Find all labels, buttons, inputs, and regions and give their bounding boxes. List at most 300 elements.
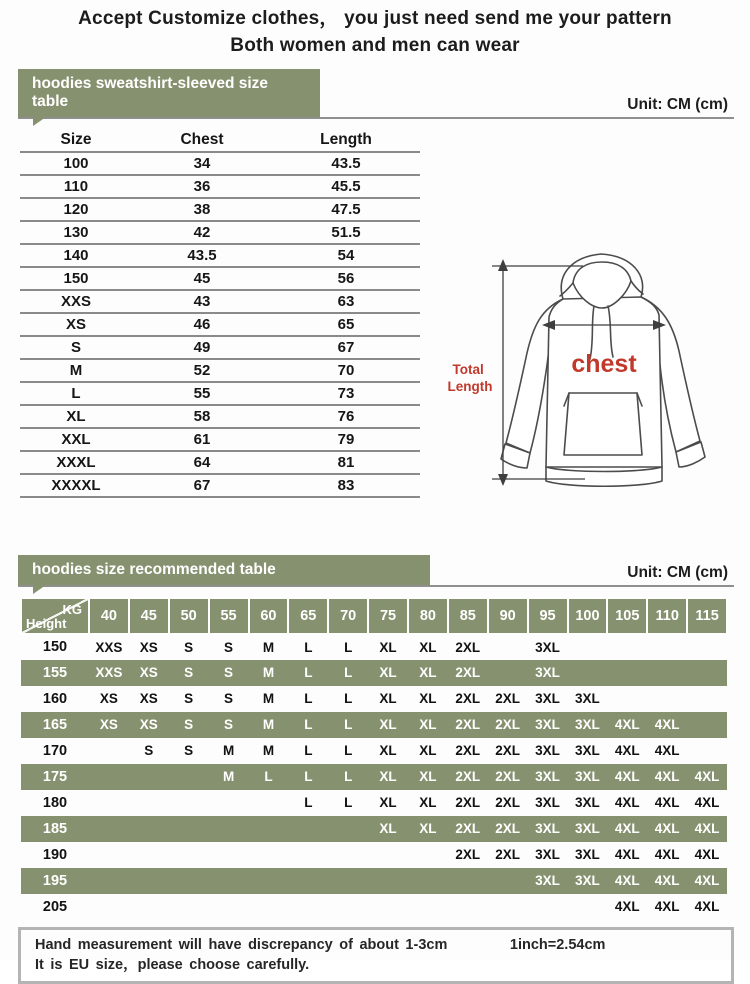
height-cell: 160 [42,690,68,707]
reco-cell [328,842,368,868]
weight-header-cell: 115 [687,598,727,634]
reco-cell [209,816,249,842]
weight-header-cell: 45 [129,598,169,634]
reco-row-185 [21,816,727,842]
size-table-cell: 45.5 [272,175,420,198]
reco-cell: S [169,712,209,738]
reco-cell [249,894,289,920]
size-table-header-row [20,129,420,152]
size-table-cell: 65 [272,313,420,336]
size-table-cell: 130 [20,221,132,244]
reco-cell: 3XL [575,691,600,707]
reco-cell: XL [419,639,437,655]
reco-cell: 4XL [614,743,640,759]
size-table-cell: 83 [272,474,420,497]
height-cell: 190 [42,846,68,863]
reco-cell: XL [368,816,408,842]
size-table-row [20,382,420,405]
reco-cell: 4XL [687,816,727,842]
reco-cell: 4XL [654,899,680,915]
footer-line1 [35,935,717,955]
top-note-line2: Both women and men can wear [230,34,520,56]
reco-cell: XS [99,691,118,707]
size-table-row [20,244,420,267]
reco-cell [89,790,129,816]
size-table-cell: 42 [132,221,272,244]
reco-cell: S [144,743,154,759]
reco-cell: S [184,691,194,707]
arrowhead-down [498,474,508,486]
reco-cell [209,894,249,920]
reco-cell: XL [419,743,437,759]
size-table-row [20,474,420,497]
size-table-cell: 34 [132,152,272,175]
height-cell: 175 [21,764,89,790]
reco-corner-cell [21,598,89,634]
section2-bar [18,555,734,587]
reco-row-175 [21,764,727,790]
section2-title-banner [18,555,430,585]
reco-cell [89,816,129,842]
reco-cell: 2XL [455,691,481,707]
weight-header-cell: 40 [89,598,129,634]
reco-row-150 [21,634,727,660]
reco-cell [687,738,727,764]
reco-cell: 3XL [535,743,560,759]
size-table-cell: XXL [20,428,132,451]
reco-cell: XL [419,795,437,811]
weight-header-cell: 90 [488,598,528,634]
reco-cell [249,868,289,894]
reco-cell: XXS [89,660,129,686]
size-table-cell: XXXL [20,451,132,474]
reco-cell [568,660,608,686]
reco-cell: 3XL [575,743,600,759]
hoodie-drawing [435,241,747,501]
height-cell: 195 [21,868,89,894]
reco-cell [328,894,368,920]
section1-bar [18,69,734,119]
reco-cell [129,816,169,842]
reco-cell: XS [139,639,158,655]
weight-header-cell: 80 [408,598,448,634]
size-table-cell: 76 [272,405,420,428]
reco-cell [568,894,608,920]
reco-cell: L [328,712,368,738]
reco-cell: 4XL [607,712,647,738]
reco-cell: 4XL [687,868,727,894]
reco-cell [169,764,209,790]
reco-cell: 4XL [607,868,647,894]
reco-cell: 3XL [568,816,608,842]
reco-cell [89,764,129,790]
reco-cell: 3XL [568,712,608,738]
reco-cell: L [344,639,353,655]
height-cell: 170 [42,742,68,759]
weight-header-cell: 85 [448,598,488,634]
reco-cell: 4XL [607,816,647,842]
reco-cell: 4XL [647,764,687,790]
reco-cell: S [169,660,209,686]
size-table-cell: 51.5 [272,221,420,244]
reco-cell [448,894,488,920]
size-table-row [20,198,420,221]
reco-cell: L [304,639,313,655]
reco-cell: 3XL [568,868,608,894]
size-table-cell: 43.5 [272,152,420,175]
weight-header-cell: 70 [328,598,368,634]
section2-unit-label: Unit: CM (cm) [627,563,728,581]
reco-cell: 3XL [575,795,600,811]
reco-cell: L [344,743,353,759]
reco-cell [169,842,209,868]
size-table-cell: 61 [132,428,272,451]
reco-cell [249,790,289,816]
reco-row-170 [21,738,727,764]
reco-cell [89,894,129,920]
reco-cell [568,634,608,660]
reco-cell [607,660,647,686]
height-cell: 185 [21,816,89,842]
size-table-cell: 81 [272,451,420,474]
reco-cell: L [288,764,328,790]
arrowhead-up [498,259,508,271]
size-table-cell: XXXXL [20,474,132,497]
reco-cell: S [184,639,194,655]
reco-cell [89,738,129,764]
chest-label: chest [571,349,637,378]
reco-cell: XL [408,712,448,738]
reco-cell: 4XL [694,795,720,811]
reco-cell: L [249,764,289,790]
reco-row-205 [21,894,727,920]
reco-cell: 3XL [528,764,568,790]
weight-header-cell: 75 [368,598,408,634]
reco-cell [209,842,249,868]
reco-cell [647,634,687,660]
reco-cell: XL [379,795,397,811]
reco-cell [448,868,488,894]
weight-header-cell: 50 [169,598,209,634]
reco-cell: L [304,795,313,811]
size-table-cell: 36 [132,175,272,198]
size-table-cell: 120 [20,198,132,221]
reco-cell: XS [129,712,169,738]
reco-cell: 2XL [495,847,521,863]
top-note-line1: Accept Customize clothes， you just need send me your pattern [78,8,672,29]
reco-cell [368,868,408,894]
reco-cell: M [262,691,275,707]
size-table-cell: 110 [20,175,132,198]
size-table-row [20,405,420,428]
reco-cell: M [262,639,275,655]
reco-cell: 3XL [535,691,560,707]
weight-header-cell: 100 [568,598,608,634]
height-cell: 155 [21,660,89,686]
reco-cell [687,660,727,686]
reco-row-165 [21,712,727,738]
size-table-row [20,152,420,175]
size-table-cell: S [20,336,132,359]
reco-cell: 3XL [535,795,560,811]
reco-cell [687,712,727,738]
reco-cell: 3XL [535,639,560,655]
reco-cell: 3XL [575,847,600,863]
reco-cell [288,868,328,894]
reco-cell: 2XL [455,847,481,863]
weight-header-cell: 110 [647,598,687,634]
reco-cell: L [344,795,353,811]
reco-cell: 3XL [528,660,568,686]
reco-cell: 4XL [647,868,687,894]
reco-cell [368,842,408,868]
footer-note [18,927,734,984]
section2-title: hoodies size recommended table [32,560,276,578]
top-note [0,0,750,57]
size-table-col-size: Size [20,129,132,152]
reco-cell: 4XL [694,899,720,915]
size-table-cell: 54 [272,244,420,267]
reco-cell [288,842,328,868]
reco-cell: 2XL [488,764,528,790]
reco-cell: XXS [95,639,123,655]
reco-cell [129,868,169,894]
size-table-row [20,336,420,359]
total-length-label: Total Length [447,361,493,394]
reco-cell [687,686,727,712]
reco-cell [408,842,448,868]
reco-cell: M [209,764,249,790]
reco-cell: 4XL [687,764,727,790]
reco-cell: 2XL [448,816,488,842]
reco-cell: L [328,660,368,686]
reco-cell: 3XL [528,816,568,842]
reco-header-row [21,598,727,634]
reco-row-160 [21,686,727,712]
size-table-cell: 55 [132,382,272,405]
size-table-body [20,152,420,497]
reco-row-180 [21,790,727,816]
section1-unit-label: Unit: CM (cm) [627,95,728,113]
size-table-section [20,129,750,543]
size-table-row [20,267,420,290]
reco-cell: XL [408,816,448,842]
reco-cell: 2XL [488,712,528,738]
reco-cell [129,790,169,816]
reco-cell [488,868,528,894]
reco-cell [169,790,209,816]
size-table-col-length: Length [272,129,420,152]
size-table-cell: 150 [20,267,132,290]
reco-cell: XL [408,764,448,790]
footer-line2: It is EU size，please choose carefully. [35,956,310,973]
reco-cell: XL [368,764,408,790]
reco-cell: L [304,691,313,707]
reco-cell: XS [129,660,169,686]
reco-cell: 3XL [568,764,608,790]
weight-header-cell: 65 [288,598,328,634]
reco-cell [528,894,568,920]
reco-cell: 2XL [495,743,521,759]
reco-row-195 [21,868,727,894]
height-cell: 165 [21,712,89,738]
size-table-cell: 100 [20,152,132,175]
reco-cell: L [288,712,328,738]
reco-cell: 4XL [654,847,680,863]
reco-cell [209,868,249,894]
size-table-cell: 64 [132,451,272,474]
reco-cell: XS [139,691,158,707]
reco-row-190 [21,842,727,868]
size-table-cell: 79 [272,428,420,451]
reco-cell [288,894,328,920]
reco-cell: 4XL [614,847,640,863]
reco-cell: XL [368,712,408,738]
corner-height-label: Height [26,615,67,631]
reco-cell: 2XL [448,764,488,790]
reco-cell: 4XL [654,795,680,811]
size-table-cell: 38 [132,198,272,221]
reco-cell [249,842,289,868]
size-table-row [20,175,420,198]
hoodie-pocket [564,393,642,455]
reco-cell [249,816,289,842]
size-table-cell: 43.5 [132,244,272,267]
reco-cell [488,660,528,686]
corner-kg-label: KG [62,601,82,617]
reco-cell: XL [379,691,397,707]
size-table-cell: 45 [132,267,272,290]
size-table-row [20,290,420,313]
reco-cell [129,894,169,920]
reco-row-155 [21,660,727,686]
reco-cell: 2XL [448,660,488,686]
reco-table [20,597,728,920]
weight-header-cell: 55 [209,598,249,634]
size-table-cell: 47.5 [272,198,420,221]
reco-cell: 4XL [694,847,720,863]
size-table-cell: 67 [132,474,272,497]
section1-title-banner [18,69,320,117]
reco-cell: 4XL [607,764,647,790]
reco-cell: 4XL [614,899,640,915]
size-table-cell: 58 [132,405,272,428]
reco-cell: M [249,660,289,686]
reco-cell [89,842,129,868]
size-table-cell: XXS [20,290,132,313]
size-table-cell: 73 [272,382,420,405]
height-cell: 180 [42,794,68,811]
size-table-cell: 43 [132,290,272,313]
weight-header-cell: 105 [607,598,647,634]
reco-cell [328,868,368,894]
size-table-row [20,313,420,336]
size-table-cell: L [20,382,132,405]
hoodie-measurement-diagram [435,241,747,501]
reco-cell [169,894,209,920]
size-table-row [20,428,420,451]
reco-cell: 2XL [448,712,488,738]
reco-cell: S [209,712,249,738]
size-table-cell: 140 [20,244,132,267]
reco-cell [288,816,328,842]
reco-cell [209,790,249,816]
hoodie-hem-band [546,467,662,486]
size-table-cell: 70 [272,359,420,382]
reco-cell: 3XL [528,868,568,894]
size-table [20,129,420,498]
reco-cell: L [344,691,353,707]
reco-cell: XS [89,712,129,738]
reco-cell: L [304,743,313,759]
reco-cell: XL [379,639,397,655]
section1-title: hoodies sweatshirt-sleeved size table [32,74,269,110]
size-table-cell: XL [20,405,132,428]
height-cell: 150 [42,639,68,656]
reco-cell: S [224,691,234,707]
reco-cell [607,634,647,660]
reco-cell: 2XL [495,691,521,707]
reco-cell [488,634,528,660]
reco-cell: 3XL [528,712,568,738]
reco-cell [647,660,687,686]
reco-cell: M [222,743,235,759]
reco-cell [89,868,129,894]
reco-cell: 4XL [647,816,687,842]
size-table-cell: 67 [272,336,420,359]
reco-cell [607,686,647,712]
reco-cell [368,894,408,920]
reco-cell: XL [419,691,437,707]
reco-cell [687,634,727,660]
reco-cell [408,894,448,920]
size-table-row [20,221,420,244]
size-table-cell: M [20,359,132,382]
reco-cell [169,816,209,842]
reco-cell: M [262,743,275,759]
reco-cell: 2XL [488,816,528,842]
reco-cell [129,842,169,868]
reco-cell: 4XL [647,712,687,738]
reco-cell: 4XL [654,743,680,759]
reco-cell: L [288,660,328,686]
reco-cell [328,816,368,842]
reco-cell: S [209,660,249,686]
size-table-cell: 63 [272,290,420,313]
size-table-cell: 49 [132,336,272,359]
weight-header-cell: 60 [249,598,289,634]
reco-cell: S [184,743,194,759]
size-table-cell: XS [20,313,132,336]
size-table-row [20,359,420,382]
reco-cell [408,868,448,894]
reco-cell: 2XL [495,795,521,811]
reco-cell: XL [368,660,408,686]
reco-table-body [21,634,727,920]
footer-line1-left: Hand measurement will have discrepancy of about 1-3cm [35,936,448,953]
reco-cell: S [224,639,234,655]
reco-cell [129,764,169,790]
reco-cell: XL [408,660,448,686]
size-table-cell: 56 [272,267,420,290]
reco-cell [488,894,528,920]
reco-cell [647,686,687,712]
height-cell: 205 [42,898,68,915]
footer-line1-right: 1inch=2.54cm [509,936,606,953]
reco-cell [169,868,209,894]
reco-cell: 2XL [455,795,481,811]
reco-cell: XL [379,743,397,759]
